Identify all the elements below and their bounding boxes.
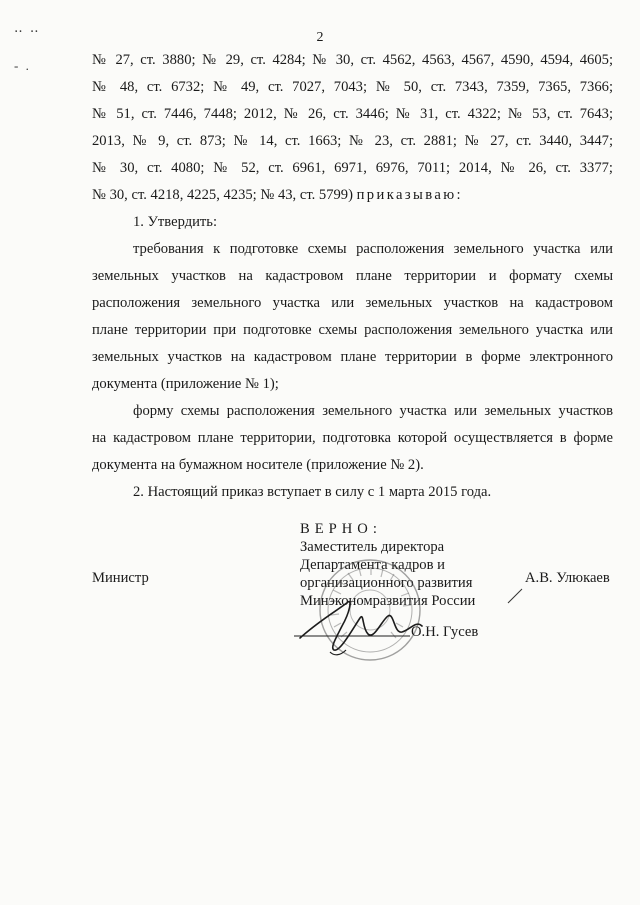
certification-line: организационного развития bbox=[300, 575, 473, 591]
body-line-order bbox=[92, 185, 613, 205]
minister-name: А.В. Улюкаев bbox=[525, 570, 610, 586]
signer-name: О.Н. Гусев bbox=[411, 624, 479, 640]
margin-mark: ‥ ‥ bbox=[14, 20, 41, 35]
body-line: № 30, ст. 4080; № 52, ст. 6961, 6971, 6976, 7011; 2014, № 26, ст. 3377; bbox=[92, 160, 613, 176]
body-line: № 51, ст. 7446, 7448; 2012, № 26, ст. 3446; № 31, ст. 4322; № 53, ст. 7643; bbox=[92, 106, 613, 122]
margin-mark: - . bbox=[14, 58, 31, 73]
certification-title: ВЕРНО: bbox=[300, 521, 382, 537]
minister-title: Министр bbox=[92, 570, 149, 586]
para-1-line: земельных участков на кадастровом плане территории и формату схемы bbox=[92, 268, 613, 284]
para-1-line: плане территории при подготовке схемы расположения земельного участка или bbox=[92, 322, 613, 338]
order-word: приказываю: bbox=[356, 187, 463, 203]
pen-mark-icon bbox=[506, 585, 526, 605]
para-2-line: форму схемы расположения земельного участка или земельных участков bbox=[133, 403, 613, 419]
body-line: № 48, ст. 6732; № 49, ст. 7027, 7043; № 50, ст. 7343, 7359, 7365, 7366; bbox=[92, 79, 613, 95]
para-1-line: документа (приложение № 1); bbox=[92, 376, 279, 392]
para-1-line: расположения земельного участка или земельных участков на кадастровом bbox=[92, 295, 613, 311]
body-line: 2013, № 9, ст. 873; № 14, ст. 1663; № 23, ст. 2881; № 27, ст. 3440, 3447; bbox=[92, 133, 613, 149]
certification-line: Заместитель директора bbox=[300, 539, 445, 555]
para-2-line: документа на бумажном носителе (приложение № 2). bbox=[92, 457, 424, 473]
item-1-heading: 1. Утвердить: bbox=[133, 214, 218, 230]
item-2-text: 2. Настоящий приказ вступает в силу с 1 марта 2015 года. bbox=[133, 484, 492, 500]
para-1-line: земельных участков на кадастровом плане территории в форме электронного bbox=[92, 349, 613, 365]
certification-line: Минэкономразвития России bbox=[300, 593, 476, 609]
para-2-line: на кадастровом плане территории, подготовка которой осуществляется в форме bbox=[92, 430, 613, 446]
para-1-line: требования к подготовке схемы расположения земельного участка или bbox=[133, 241, 613, 257]
body-line: № 27, ст. 3880; № 29, ст. 4284; № 30, ст. 4562, 4563, 4567, 4590, 4594, 4605; bbox=[92, 52, 613, 68]
page-number: 2 bbox=[316, 30, 324, 45]
order-citation: № 30, ст. 4218, 4225, 4235; № 43, ст. 5799) bbox=[92, 187, 357, 203]
certification-line: Департамента кадров и bbox=[300, 557, 445, 573]
